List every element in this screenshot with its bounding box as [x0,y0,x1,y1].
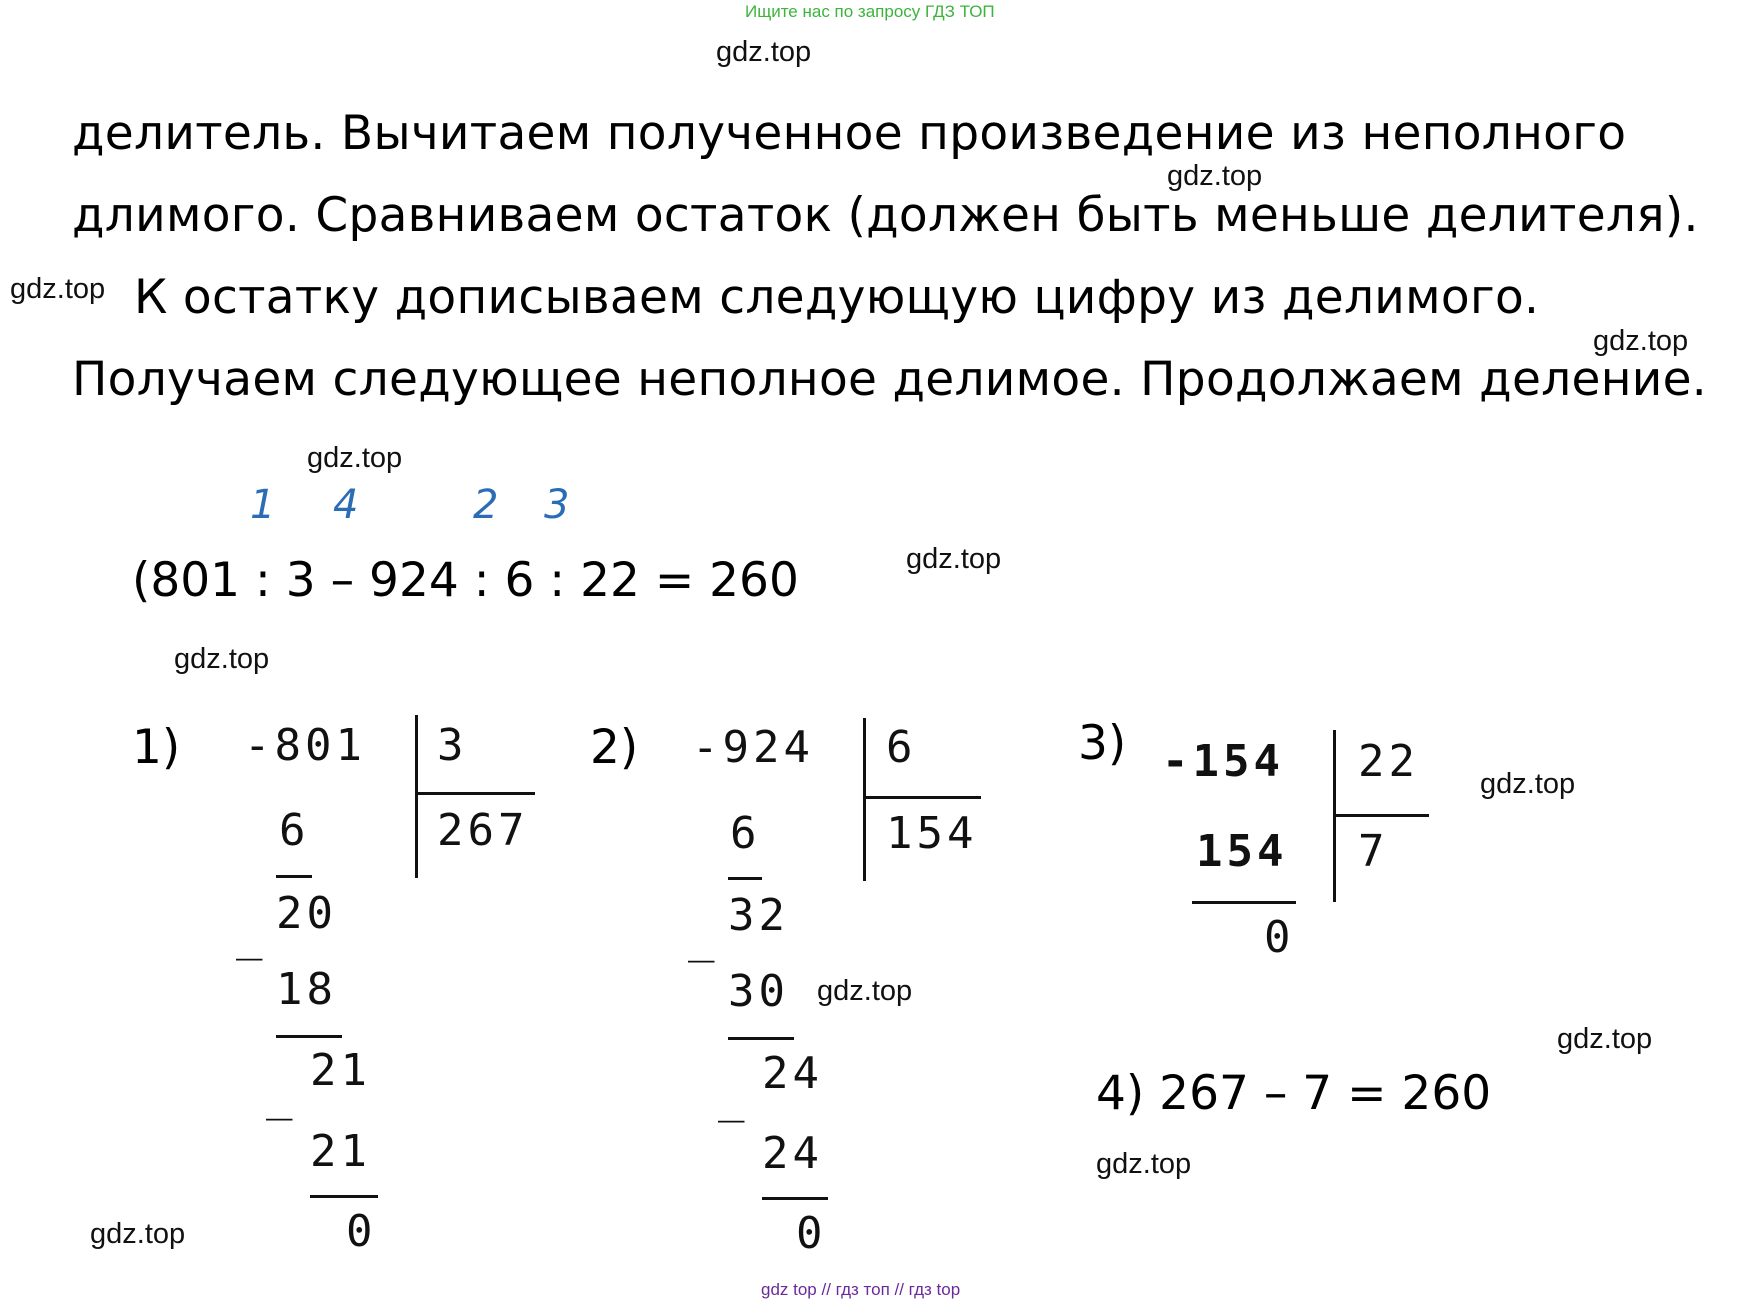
division-bar-vertical [863,718,866,881]
divisor: 22 [1358,736,1419,787]
subtrahend: 6 [279,805,310,856]
remainder: 32 [728,890,789,941]
watermark: gdz.top [307,442,403,474]
remainder: 21 [310,1045,371,1096]
watermark: gdz.top [1593,325,1689,357]
subtrahend: 24 [762,1128,823,1179]
step-label: 2) [590,720,639,775]
footer-links: gdz top // гдз топ // гдз top [761,1280,961,1299]
watermark: gdz.top [1096,1148,1192,1180]
dividend: -801 [244,720,366,771]
minus-sign: _ [266,1070,293,1121]
step-4-result: 4) 267 – 7 = 260 [1096,1066,1492,1121]
watermark: gdz.top [1167,160,1263,192]
quotient: 267 [437,805,529,856]
order-mark: 1 [250,482,276,528]
underline [762,1197,828,1200]
watermark: gdz.top [906,543,1002,575]
watermark: gdz.top [817,975,913,1007]
dividend: -924 [692,722,814,773]
underline [728,1037,794,1040]
watermark: gdz.top [90,1218,186,1250]
order-mark: 4 [333,482,359,528]
quotient: 154 [886,808,978,859]
division-bar-horizontal [863,796,981,799]
paragraph-line-3: К остатку дописываем следующую цифру из делимого. [134,270,1540,325]
division-bar-vertical [415,715,418,878]
underline [728,877,762,880]
division-bar-horizontal [1333,814,1429,817]
subtrahend: 6 [730,808,761,859]
paragraph-line-1: делитель. Вычитаем полученное произведение из неполного [72,106,1627,161]
subtrahend: 30 [728,966,789,1017]
dividend: -154 [1162,736,1284,787]
step-label: 1) [132,720,181,775]
result-remainder: 0 [1264,912,1295,963]
step-label: 3) [1078,716,1127,771]
minus-sign: _ [718,1072,745,1123]
remainder: 24 [762,1048,823,1099]
underline [276,1035,342,1038]
subtrahend: 18 [276,964,337,1015]
watermark: gdz.top [716,36,812,68]
order-mark: 2 [473,482,499,528]
watermark: gdz.top [1480,768,1576,800]
paragraph-line-4: Получаем следующее неполное делимое. Продолжаем деление. [72,352,1708,407]
division-bar-horizontal [415,792,535,795]
result-remainder: 0 [346,1206,377,1257]
subtrahend: 154 [1196,826,1288,877]
watermark: gdz.top [10,273,106,305]
watermark: gdz.top [174,643,270,675]
underline [1192,901,1296,904]
minus-sign: _ [236,910,263,961]
remainder: 20 [276,888,337,939]
result-remainder: 0 [796,1208,827,1259]
paragraph-line-2: длимого. Сравниваем остаток (должен быть меньше делителя). [72,188,1699,243]
divisor: 3 [437,720,468,771]
subtrahend: 21 [310,1126,371,1177]
minus-sign: _ [688,912,715,963]
watermark: gdz.top [1557,1023,1653,1055]
expression: (801 : 3 – 924 : 6 : 22 = 260 [132,553,799,608]
top-banner: Ищите нас по запросу ГДЗ ТОП [745,2,995,21]
underline [310,1195,378,1198]
divisor: 6 [886,722,917,773]
underline [276,875,312,878]
order-mark: 3 [544,482,570,528]
quotient: 7 [1358,826,1389,877]
